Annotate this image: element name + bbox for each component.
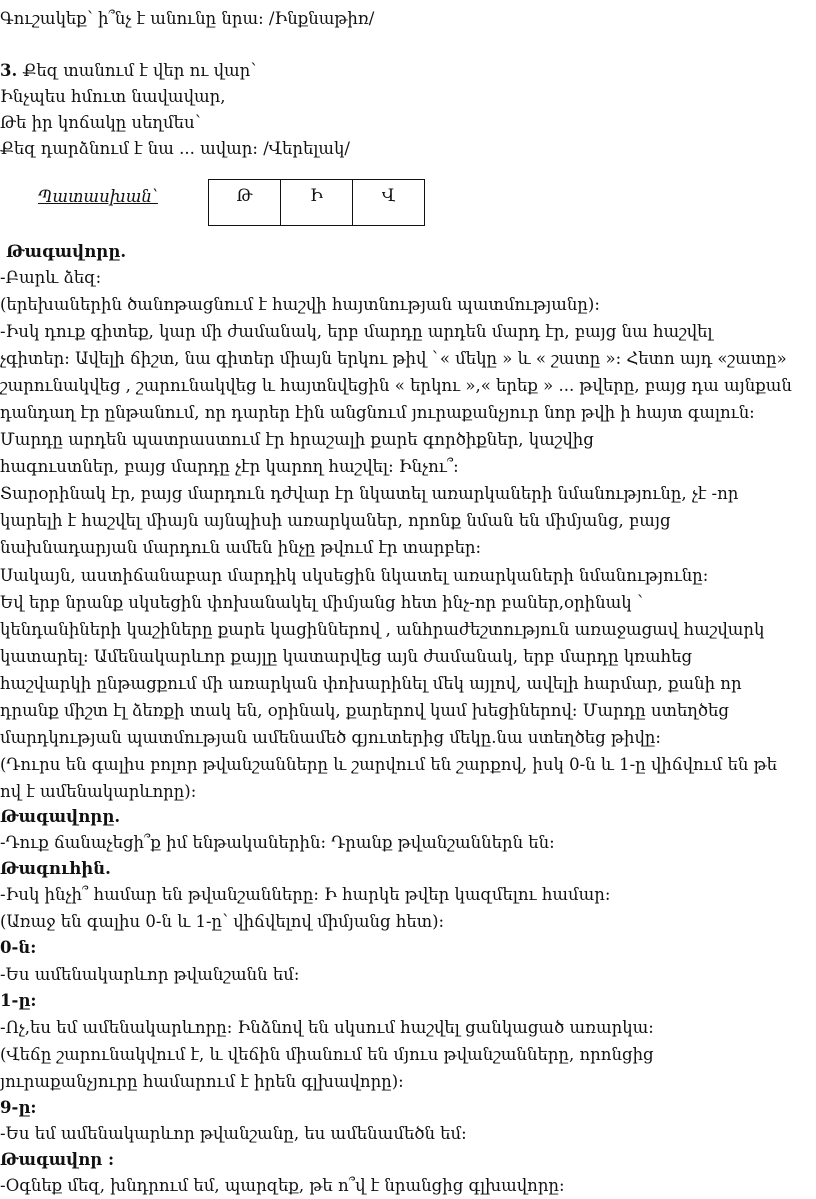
text-line: (Վեճը շարունակվում է, և վեճին միանում են մյուս թվանշանները, որոնցից	[0, 1045, 654, 1064]
riddle-3-line-3: Թե իր կոճակը սեղմես՝	[0, 113, 201, 132]
speaker-nine: 9-ը:	[0, 1098, 37, 1117]
text-line: -Դուք ճանաչեցի՞ք իմ ենթականերին: Դրանք թվանշաններն են:	[0, 833, 555, 852]
text-line: յուրաքանչյուրը համարում է իրեն գլխավորը):	[0, 1072, 404, 1091]
answer-cell-1: Թ	[209, 180, 281, 226]
text-line: Մարդը արդեն պատրաստում էր հրաշալի քարե գործիքներ, կաշվից	[0, 430, 594, 449]
text-line: -Իսկ ինչի՞ համար են թվանշանները: Ի հարկե թվեր կազմելու համար:	[0, 885, 611, 904]
text-line: դանդաղ էր ընթանում, որ դարեր էին անցնում յուրաքանչյուր նոր թվի ի հայտ գալուն:	[0, 403, 755, 422]
text-line: -Ես ամենակարևոր թվանշանն եմ:	[0, 965, 300, 984]
riddle-3-line-2: Ինչպես հմուտ նավավար,	[0, 87, 226, 106]
answer-cell-3: Վ	[353, 180, 425, 226]
text-line: -Ես եմ ամենակարևոր թվանշանը, ես ամենամեծն եմ:	[0, 1124, 467, 1143]
text-line: Սակայն, աստիճանաբար մարդիկ սկսեցին նկատել առարկաների նմանությունը:	[0, 566, 709, 585]
text-line: (երեխաներին ծանոթացնում է հաշվի հայտնության պատմությանը):	[0, 295, 600, 314]
text-line: կենդանիների կաշիները քարե կացիններով , անհրաժեշտություն առաջացավ հաշվարկ	[0, 620, 765, 639]
text-line: Տարօրինակ էր, բայց մարդուն դժվար էր նկատել առարկաների նմանությունը, չէ -որ	[0, 484, 739, 503]
text-line: շարունակվեց , շարունակվեց և հայտնվեցին « երկու »,« երեք » ... թվերը, բայց դա այնքան	[0, 376, 792, 395]
answer-label: Պատասխան՝	[38, 187, 158, 206]
text-line: Եվ երբ նրանք սկսեցին փոխանակել միմյանց հետ ինչ-որ բաներ,օրինակ `	[0, 593, 646, 612]
speaker-king: Թագավորը.	[0, 807, 121, 826]
speaker-zero: 0-ն:	[0, 938, 37, 957]
text-line: կարելի է հաշվել միայն այնպիսի առարկաներ, որոնք նման են միմյանց, բայց	[0, 511, 671, 530]
text-line: հագուստներ, բայց մարդը չէր կարող հաշվել: Ինչու՞:	[0, 457, 459, 476]
riddle-3-line-4: Քեզ դարձնում է նա ... ավար: /Վերելակ/	[0, 139, 350, 158]
text-line: (Դուրս են գալիս բոլոր թվանշանները և շարվում են շարքով, իսկ 0-ն և 1-ը վիճվում են թե	[0, 755, 778, 774]
text-line: -Օգնեք մեզ, խնդրում եմ, պարզեք, թե ո՞վ է նրանցից գլխավորը:	[0, 1176, 565, 1195]
text-line: ով է ամենակարևորը):	[0, 782, 197, 801]
text-line: (Առաջ են գալիս 0-ն և 1-ը՝ վիճվելով միմյանց հետ):	[0, 912, 445, 931]
riddle-number: 3.	[0, 61, 18, 80]
text-line: -Իսկ դուք գիտեք, կար մի ժամանակ, երբ մարդը արդեն մարդ էր, բայց նա հաշվել	[0, 322, 713, 341]
text-line: -Բարև ձեզ:	[0, 268, 102, 287]
riddle-2-question: Գուշակեք՝ ի՞նչ է անունը նրա: /Ինքնաթիռ/	[0, 9, 375, 28]
speaker-one: 1-ը:	[0, 991, 37, 1010]
text-line: չգիտեր: Ավելի ճիշտ, նա գիտեր միայն երկու թիվ `« մեկը » և « շատը »: Հետո այդ «շատը»	[0, 349, 787, 368]
text-line: հաշվարկի ընթացքում մի առարկան փոխարինել մեկ այլով, ավելի հարմար, քանի որ	[0, 674, 742, 693]
answer-grid	[208, 179, 425, 226]
riddle-3-line-1: 3. Քեզ տանում է վեր ու վար՝	[0, 61, 257, 80]
speaker-king: Թագավոր :	[0, 1150, 115, 1169]
text-line: դրանք միշտ էլ ձեռքի տակ են, օրինակ, քարերով կամ խեցիներով: Մարդը ստեղծեց	[0, 701, 729, 720]
text-line: -Ոչ,ես եմ ամենակարևորը: Ինձնով են սկսում հաշվել ցանկացած առարկա:	[0, 1018, 654, 1037]
text-line: կատարել: Ամենակարևոր քայլը կատարվեց այն ժամանակ, երբ մարդը կռահեց	[0, 647, 693, 666]
speaker-king: Թագավորը.	[6, 242, 127, 261]
text-line: նախնադարյան մարդուն ամեն ինչը թվում էր տարբեր:	[0, 538, 482, 557]
text-line: մարդկության պատմության ամենամեծ գյուտերից մեկը.նա ստեղծեց թիվը:	[0, 728, 661, 747]
answer-cell-2: Ի	[281, 180, 353, 226]
speaker-queen: Թագուհին.	[0, 859, 111, 878]
